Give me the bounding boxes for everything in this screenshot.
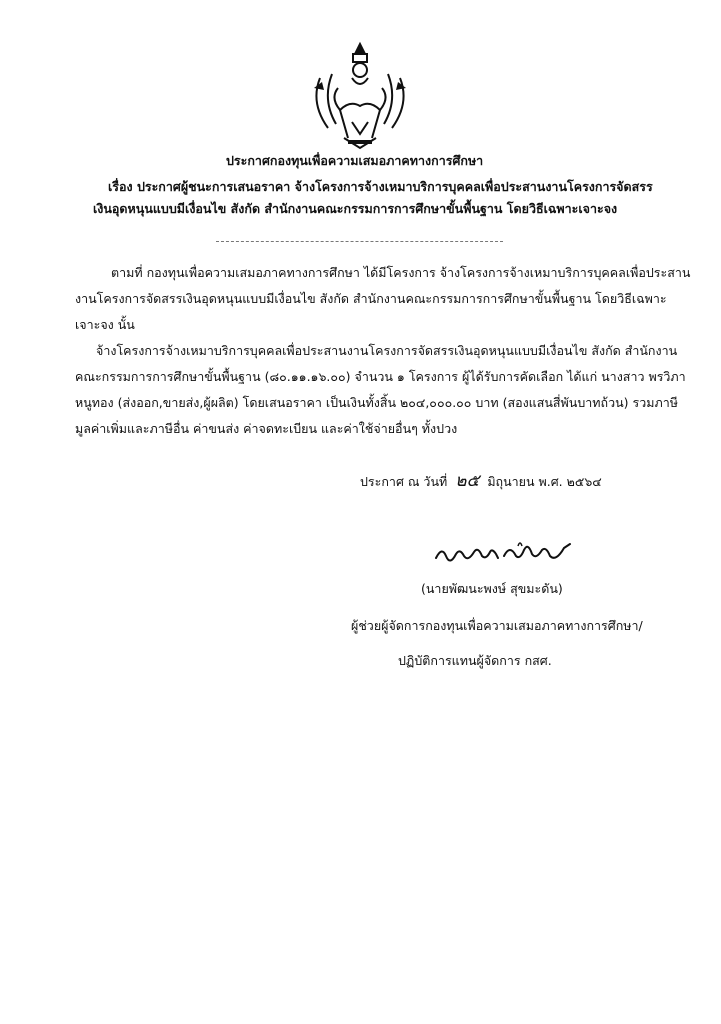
garuda-emblem-icon — [300, 38, 420, 156]
subject-line: เรื่อง ประกาศผู้ชนะการเสนอราคา จ้างโครงการจ้างเหมาบริการบุคคลเพื่อประสานงานโครงการจัดสรร — [108, 179, 653, 194]
signer-position: ผู้ช่วยผู้จัดการกองทุนเพื่อความเสมอภาคทางการศึกษา/ — [351, 618, 643, 633]
paragraph-line: งานโครงการจัดสรรเงินอุดหนุนแบบมีเงื่อนไข สังกัด สำนักงานคณะกรรมการการศึกษาขั้นพื้นฐาน โดยวิธีเฉพาะ — [75, 291, 667, 306]
date-day: ๒๕ — [455, 471, 480, 491]
date-prefix: ประกาศ ณ วันที่ — [360, 474, 448, 489]
divider-line — [216, 241, 503, 242]
paragraph-line: มูลค่าเพิ่มและภาษีอื่น ค่าขนส่ง ค่าจดทะเบียน และค่าใช้จ่ายอื่นๆ ทั้งปวง — [75, 421, 458, 436]
paragraph-line: หนูทอง (ส่งออก,ขายส่ง,ผู้ผลิต) โดยเสนอราคา เป็นเงินทั้งสิ้น ๒๐๔,๐๐๐.๐๐ บาท (สองแสนสี่พันบาทถ้วน) รวมภาษี — [75, 395, 678, 410]
date-suffix: มิถุนายน พ.ศ. ๒๕๖๔ — [487, 474, 602, 489]
paragraph-line: คณะกรรมการการศึกษาขั้นพื้นฐาน (๘๐.๑๑.๑๖.๐๐) จำนวน ๑ โครงการ ผู้ได้รับการคัดเลือก ได้แก่ นางสาว พรวิภา — [75, 369, 686, 384]
announcement-date — [360, 472, 602, 491]
signature-icon — [432, 538, 582, 568]
announcement-title: ประกาศกองทุนเพื่อความเสมอภาคทางการศึกษา — [226, 153, 484, 168]
signer-name: (นายพัฒนะพงษ์ สุขมะดัน) — [421, 581, 563, 596]
paragraph-line: เจาะจง นั้น — [75, 317, 135, 332]
subject-line: เงินอุดหนุนแบบมีเงื่อนไข สังกัด สำนักงานคณะกรรมการการศึกษาขั้นพื้นฐาน โดยวิธีเฉพาะเจาะจง — [93, 201, 618, 216]
signer-position: ปฏิบัติการแทนผู้จัดการ กสศ. — [398, 653, 552, 668]
paragraph-line: จ้างโครงการจ้างเหมาบริการบุคคลเพื่อประสานงานโครงการจัดสรรเงินอุดหนุนแบบมีเงื่อนไข สังกัด สำนักงาน — [96, 343, 678, 358]
paragraph-line: ตามที่ กองทุนเพื่อความเสมอภาคทางการศึกษา ได้มีโครงการ จ้างโครงการจ้างเหมาบริการบุคคลเพื่อประสาน — [111, 265, 691, 280]
